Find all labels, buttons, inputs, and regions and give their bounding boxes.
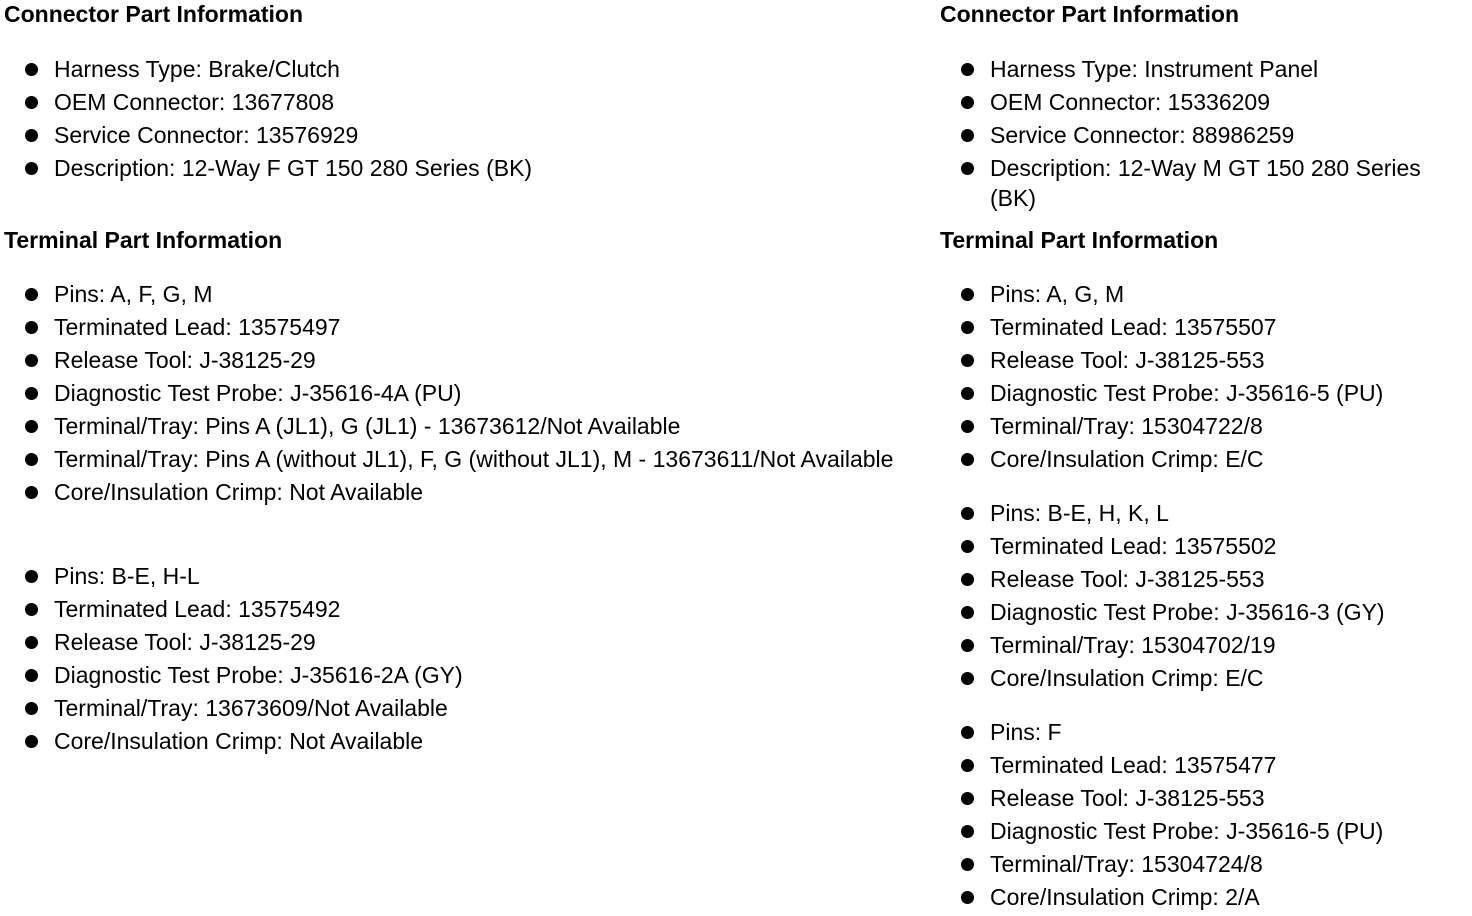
list-item: Release Tool: J-38125-553 [940,783,1470,813]
left-terminal-group-1 [4,279,904,510]
connector-info-list [4,54,904,183]
list-item: Terminated Lead: 13575497 [4,312,904,342]
list-item: Terminal/Tray: 15304722/8 [940,411,1470,441]
list-item: OEM Connector: 13677808 [4,87,904,117]
list-item: Terminated Lead: 13575477 [940,750,1470,780]
list-item: Core/Insulation Crimp: 2/A [940,882,1470,912]
list-item: Diagnostic Test Probe: J-35616-3 (GY) [940,597,1470,627]
list-item: Core/Insulation Crimp: E/C [940,663,1470,693]
list-item: Terminated Lead: 13575492 [4,594,904,624]
list-item: Terminal/Tray: Pins A (without JL1), F, G (without JL1), M - 13673611/Not Available [4,444,904,474]
list-item: Pins: F [940,717,1470,747]
terminal-heading: Terminal Part Information [4,227,283,253]
terminal-info-list [940,717,1470,912]
right-connector-section [940,0,1470,28]
list-item: Description: 12-Way M GT 150 280 Series (BK) [940,153,1470,213]
list-item: Diagnostic Test Probe: J-35616-5 (PU) [940,378,1470,408]
list-item: Pins: A, G, M [940,279,1470,309]
connector-info-list [940,54,1470,213]
right-connector-list-wrap [940,54,1470,216]
list-item: Diagnostic Test Probe: J-35616-5 (PU) [940,816,1470,846]
list-item: Terminal/Tray: 15304702/19 [940,630,1470,660]
list-item: Release Tool: J-38125-553 [940,564,1470,594]
list-item: Release Tool: J-38125-29 [4,345,904,375]
connector-heading: Connector Part Information [4,1,304,27]
list-item: Service Connector: 88986259 [940,120,1470,150]
list-item: Core/Insulation Crimp: Not Available [4,726,904,756]
terminal-info-list [4,279,904,507]
list-item: Pins: B-E, H, K, L [940,498,1470,528]
list-item: Description: 12-Way F GT 150 280 Series (BK) [4,153,904,183]
list-item: Harness Type: Instrument Panel [940,54,1470,84]
left-connector-list-wrap [4,54,904,186]
list-item: Terminal/Tray: 15304724/8 [940,849,1470,879]
right-terminal-section [940,226,1470,254]
list-item: Core/Insulation Crimp: E/C [940,444,1470,474]
terminal-info-list [940,498,1470,693]
connector-heading: Connector Part Information [940,1,1240,27]
list-item: Diagnostic Test Probe: J-35616-2A (GY) [4,660,904,690]
right-terminal-group-2 [940,498,1470,696]
terminal-info-list [940,279,1470,474]
list-item: Core/Insulation Crimp: Not Available [4,477,904,507]
left-terminal-group-2 [4,561,904,759]
list-item: OEM Connector: 15336209 [940,87,1470,117]
right-terminal-group-3 [940,717,1470,915]
list-item: Terminal/Tray: 13673609/Not Available [4,693,904,723]
list-item: Terminal/Tray: Pins A (JL1), G (JL1) - 13673612/Not Available [4,411,904,441]
list-item: Pins: A, F, G, M [4,279,904,309]
list-item: Diagnostic Test Probe: J-35616-4A (PU) [4,378,904,408]
terminal-info-list [4,561,904,756]
list-item: Release Tool: J-38125-553 [940,345,1470,375]
right-terminal-group-1 [940,279,1470,477]
list-item: Pins: B-E, H-L [4,561,904,591]
left-connector-section [4,0,904,28]
left-terminal-section [4,226,904,254]
list-item: Harness Type: Brake/Clutch [4,54,904,84]
list-item: Release Tool: J-38125-29 [4,627,904,657]
terminal-heading: Terminal Part Information [940,227,1219,253]
list-item: Terminated Lead: 13575507 [940,312,1470,342]
list-item: Service Connector: 13576929 [4,120,904,150]
list-item: Terminated Lead: 13575502 [940,531,1470,561]
